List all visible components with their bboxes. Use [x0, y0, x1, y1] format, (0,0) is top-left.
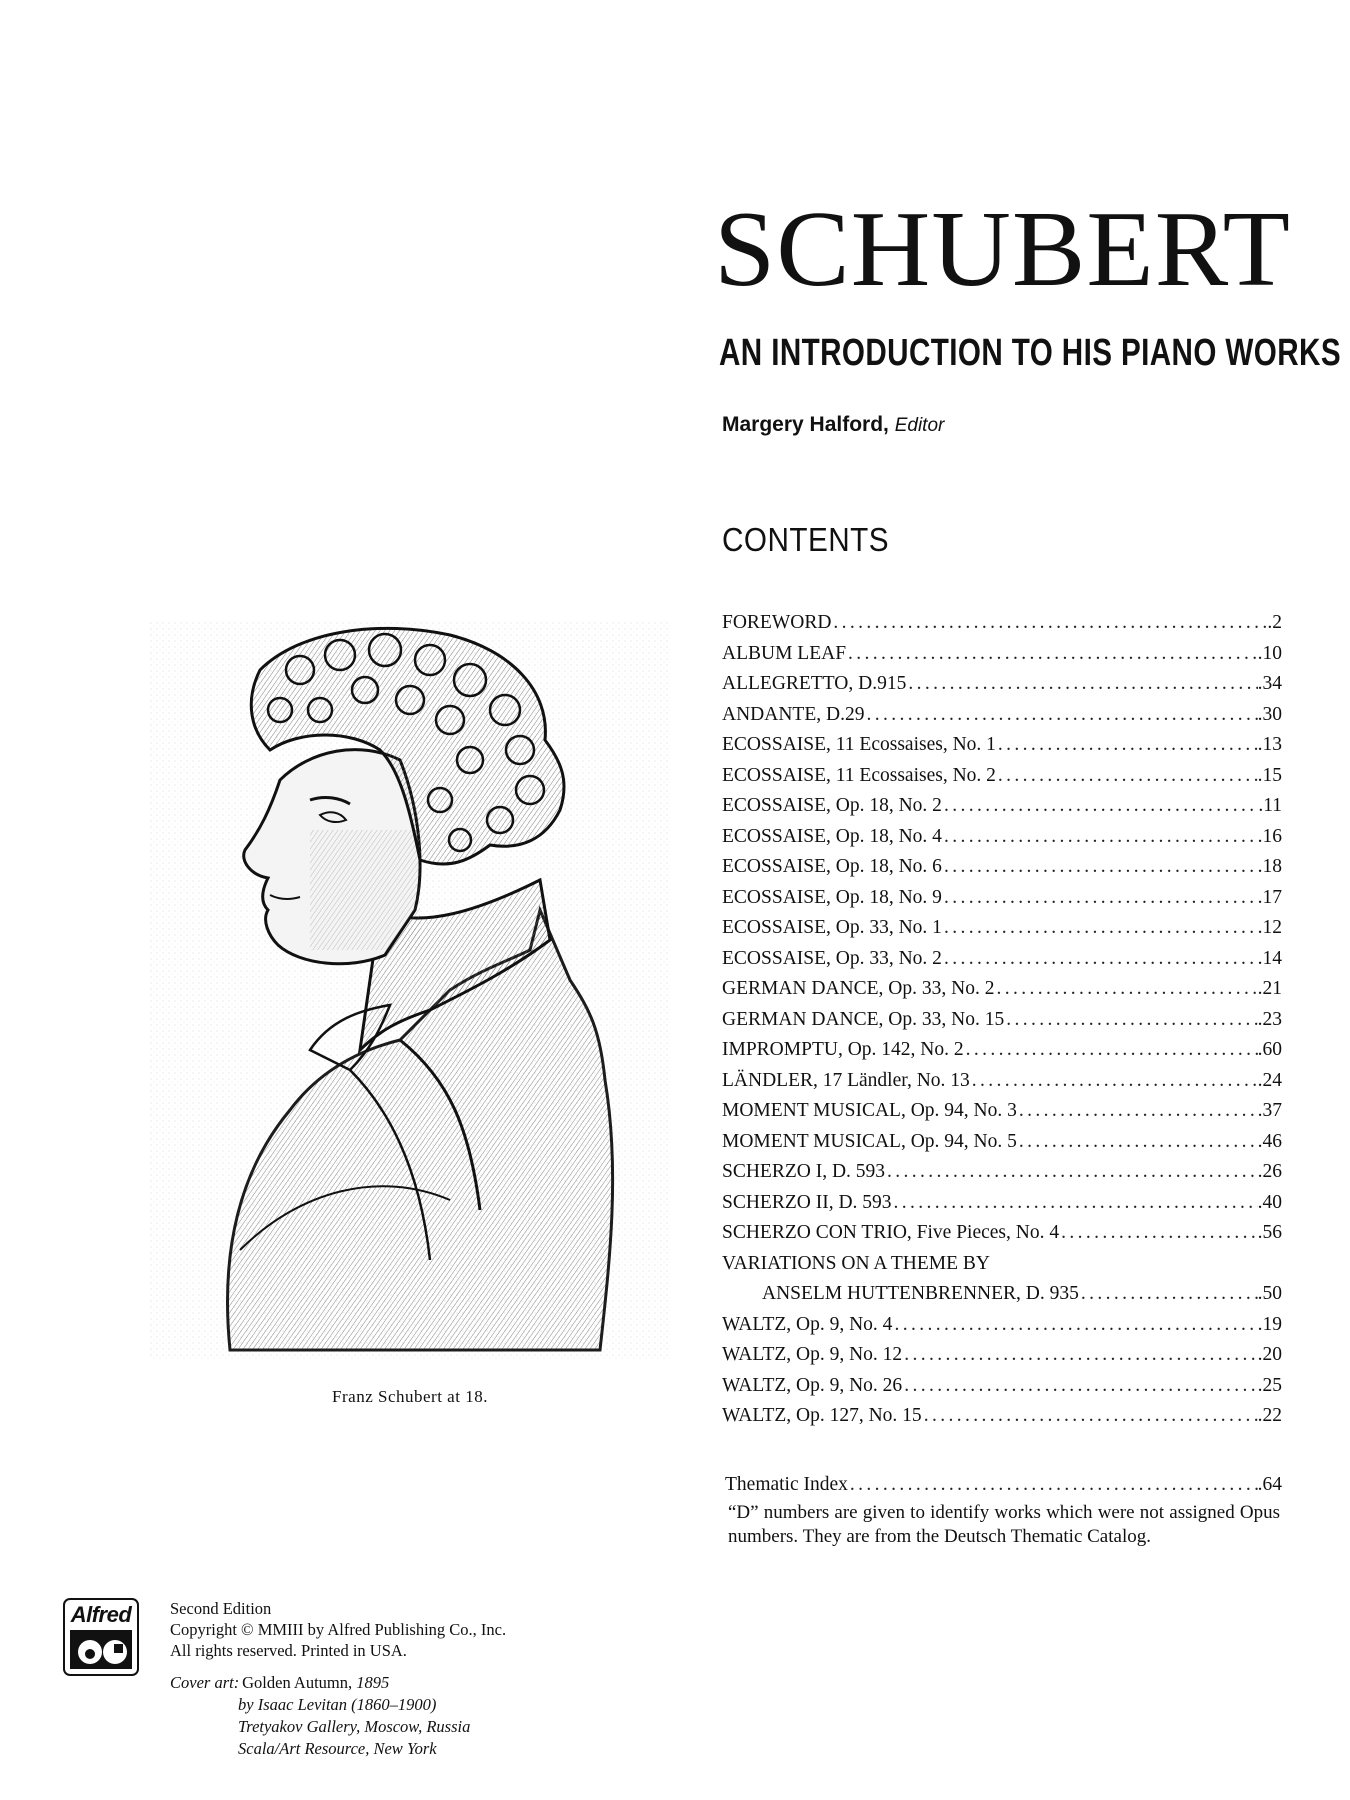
toc-entry-page: .26 [1257, 1161, 1282, 1182]
leader-dots [885, 1157, 1258, 1188]
toc-entry-title: ALBUM LEAF [722, 642, 847, 664]
alfred-logo [63, 1598, 139, 1676]
editor-name: Margery Halford, [722, 413, 889, 436]
cover-art-year: 1895 [356, 1673, 390, 1692]
toc-entry[interactable] [722, 944, 1282, 975]
toc-entry-title: WALTZ, Op. 9, No. 26 [722, 1374, 903, 1396]
toc-entry[interactable] [722, 761, 1282, 792]
leader-dots [848, 1470, 1258, 1501]
leader-dots [906, 669, 1257, 700]
leader-dots [1004, 1005, 1257, 1036]
toc-entry-page: .50 [1257, 1283, 1282, 1304]
leader-dots [964, 1035, 1258, 1066]
toc-entry[interactable] [722, 883, 1282, 914]
toc-entry-title: ECOSSAISE, Op. 18, No. 4 [722, 825, 942, 847]
toc-entry-page: .15 [1257, 764, 1282, 786]
leader-dots [942, 883, 1258, 914]
cover-art-artist: by Isaac Levitan (1860–1900) [238, 1695, 437, 1714]
toc-entry-title: ECOSSAISE, Op. 18, No. 2 [722, 795, 942, 816]
toc-entry[interactable] [722, 1279, 1282, 1310]
toc-entry-page: .2 [1267, 612, 1282, 633]
thematic-index-entry[interactable] [725, 1470, 1282, 1501]
toc-entry-page: .25 [1257, 1374, 1282, 1396]
leader-dots [942, 852, 1258, 883]
toc-entry-title: ECOSSAISE, 11 Ecossaises, No. 2 [722, 764, 996, 786]
toc-entry[interactable] [722, 1096, 1282, 1127]
table-of-contents [722, 608, 1282, 1432]
toc-entry[interactable] [722, 852, 1282, 883]
edition-info [170, 1598, 506, 1661]
toc-entry-page: .40 [1257, 1191, 1282, 1213]
toc-entry-title: ANDANTE, D.29 [722, 703, 865, 725]
leader-dots [996, 761, 1258, 792]
leader-dots [831, 608, 1267, 639]
toc-entry[interactable] [722, 669, 1282, 700]
toc-entry-title: VARIATIONS ON A THEME BY [722, 1252, 990, 1274]
toc-entry[interactable] [722, 1401, 1282, 1432]
toc-entry-page: .23 [1257, 1008, 1282, 1030]
toc-entry[interactable] [722, 1340, 1282, 1371]
toc-entry[interactable] [722, 1066, 1282, 1097]
leader-dots [942, 822, 1258, 853]
leader-dots [1017, 1096, 1258, 1127]
leader-dots [892, 1310, 1257, 1341]
toc-entry-page: .12 [1257, 917, 1282, 938]
book-subtitle: AN INTRODUCTION TO HIS PIANO WORKS [719, 332, 1341, 374]
cover-art-label: Cover art: [170, 1673, 240, 1692]
toc-entry-page: .22 [1257, 1405, 1282, 1426]
toc-entry[interactable] [722, 608, 1282, 639]
logo-wordmark: Alfred [70, 1602, 132, 1627]
d-numbers-note: “D” numbers are given to identify works which were not assigned Opus numbers. They are from the Deutsch Thematic Catalog. [728, 1502, 1280, 1547]
toc-entry-title: ECOSSAISE, Op. 33, No. 2 [722, 947, 942, 969]
toc-entry-title: SCHERZO CON TRIO, Five Pieces, No. 4 [722, 1222, 1060, 1243]
cover-art-credit [170, 1672, 470, 1760]
toc-entry-title: ECOSSAISE, Op. 33, No. 1 [722, 917, 942, 938]
toc-entry-page: .11 [1258, 795, 1282, 816]
leader-dots [892, 1188, 1258, 1219]
toc-entry-page: .10 [1257, 642, 1282, 664]
toc-entry-title: WALTZ, Op. 9, No. 4 [722, 1313, 893, 1335]
leader-dots [942, 791, 1258, 822]
cover-art-location: Tretyakov Gallery, Moscow, Russia [238, 1717, 471, 1736]
toc-entry-title: IMPROMPTU, Op. 142, No. 2 [722, 1039, 964, 1060]
toc-entry[interactable] [722, 1157, 1282, 1188]
toc-entry-title: ECOSSAISE, 11 Ecossaises, No. 1 [722, 734, 996, 755]
toc-entry-title: WALTZ, Op. 127, No. 15 [722, 1405, 922, 1426]
book-title: SCHUBERT [714, 190, 1291, 309]
leader-dots [942, 913, 1258, 944]
leader-dots [942, 944, 1258, 975]
leader-dots [864, 700, 1257, 731]
leader-dots [970, 1066, 1258, 1097]
toc-entry-page: .18 [1257, 856, 1282, 877]
leader-dots [1059, 1218, 1258, 1249]
toc-entry-title: MOMENT MUSICAL, Op. 94, No. 5 [722, 1130, 1017, 1152]
toc-entry-title: WALTZ, Op. 9, No. 12 [722, 1344, 903, 1365]
toc-entry[interactable] [722, 1218, 1282, 1249]
leader-dots [922, 1401, 1258, 1432]
toc-entry-page: .37 [1257, 1100, 1282, 1121]
schubert-portrait-image [150, 610, 670, 1370]
toc-entry-page: .13 [1257, 734, 1282, 755]
toc-entry[interactable] [722, 1127, 1282, 1158]
editor-credit [722, 412, 944, 439]
copyright-line: Copyright © MMIII by Alfred Publishing Co., Inc. [170, 1620, 507, 1639]
toc-entry[interactable] [722, 1249, 1282, 1280]
toc-entry[interactable] [722, 791, 1282, 822]
toc-entry[interactable] [722, 822, 1282, 853]
leader-dots [994, 974, 1257, 1005]
cover-art-title: Golden Autumn, [242, 1673, 353, 1692]
toc-entry-title: FOREWORD [722, 612, 832, 633]
toc-entry-page: .16 [1257, 825, 1282, 847]
toc-entry-title: Thematic Index [725, 1474, 848, 1495]
toc-entry-title: SCHERZO I, D. 593 [722, 1161, 886, 1182]
toc-entry[interactable] [722, 730, 1282, 761]
editor-role: Editor [894, 415, 945, 436]
edition-label: Second Edition [170, 1599, 272, 1618]
toc-entry-page: .64 [1257, 1474, 1282, 1495]
toc-entry-title: MOMENT MUSICAL, Op. 94, No. 3 [722, 1100, 1017, 1121]
portrait-caption: Franz Schubert at 18. [332, 1387, 488, 1406]
toc-entry[interactable] [722, 639, 1282, 670]
toc-entry-page: .46 [1257, 1130, 1282, 1152]
toc-entry[interactable] [722, 1371, 1282, 1402]
leader-dots [902, 1340, 1257, 1371]
toc-entry-page: .30 [1257, 703, 1282, 725]
rights-line: All rights reserved. Printed in USA. [170, 1641, 407, 1660]
toc-entry-title: GERMAN DANCE, Op. 33, No. 2 [722, 978, 995, 999]
toc-entry-page: .56 [1257, 1222, 1282, 1243]
toc-entry[interactable] [722, 1310, 1282, 1341]
toc-entry-page: .21 [1257, 978, 1282, 999]
toc-entry-page: .34 [1257, 673, 1282, 694]
leader-dots [1017, 1127, 1258, 1158]
toc-entry-title: ECOSSAISE, Op. 18, No. 6 [722, 856, 942, 877]
toc-entry-title: GERMAN DANCE, Op. 33, No. 15 [722, 1008, 1005, 1030]
toc-entry-title: ANSELM HUTTENBRENNER, D. 935 [762, 1283, 1079, 1304]
toc-entry-title: ALLEGRETTO, D.915 [722, 673, 907, 694]
leader-dots [996, 730, 1258, 761]
contents-heading: CONTENTS [722, 521, 889, 558]
toc-entry[interactable] [722, 1188, 1282, 1219]
leader-dots [902, 1371, 1257, 1402]
toc-entry[interactable] [722, 913, 1282, 944]
toc-entry-title: SCHERZO II, D. 593 [722, 1191, 892, 1213]
toc-entry[interactable] [722, 1005, 1282, 1036]
toc-entry-page: .14 [1257, 947, 1282, 969]
toc-entry-page: .24 [1257, 1069, 1282, 1091]
toc-entry[interactable] [722, 700, 1282, 731]
toc-entry-page: .60 [1257, 1039, 1282, 1060]
logo-mark-icon [70, 1630, 132, 1669]
toc-entry[interactable] [722, 974, 1282, 1005]
toc-entry-page: .17 [1257, 886, 1282, 908]
toc-entry-title: ECOSSAISE, Op. 18, No. 9 [722, 886, 942, 908]
toc-entry-page: .20 [1257, 1344, 1282, 1365]
leader-dots [1079, 1279, 1258, 1310]
toc-entry-title: LÄNDLER, 17 Ländler, No. 13 [722, 1069, 970, 1091]
toc-entry-page: .19 [1257, 1313, 1282, 1335]
toc-entry[interactable] [722, 1035, 1282, 1066]
leader-dots [846, 639, 1258, 670]
cover-art-source: Scala/Art Resource, New York [238, 1739, 437, 1758]
